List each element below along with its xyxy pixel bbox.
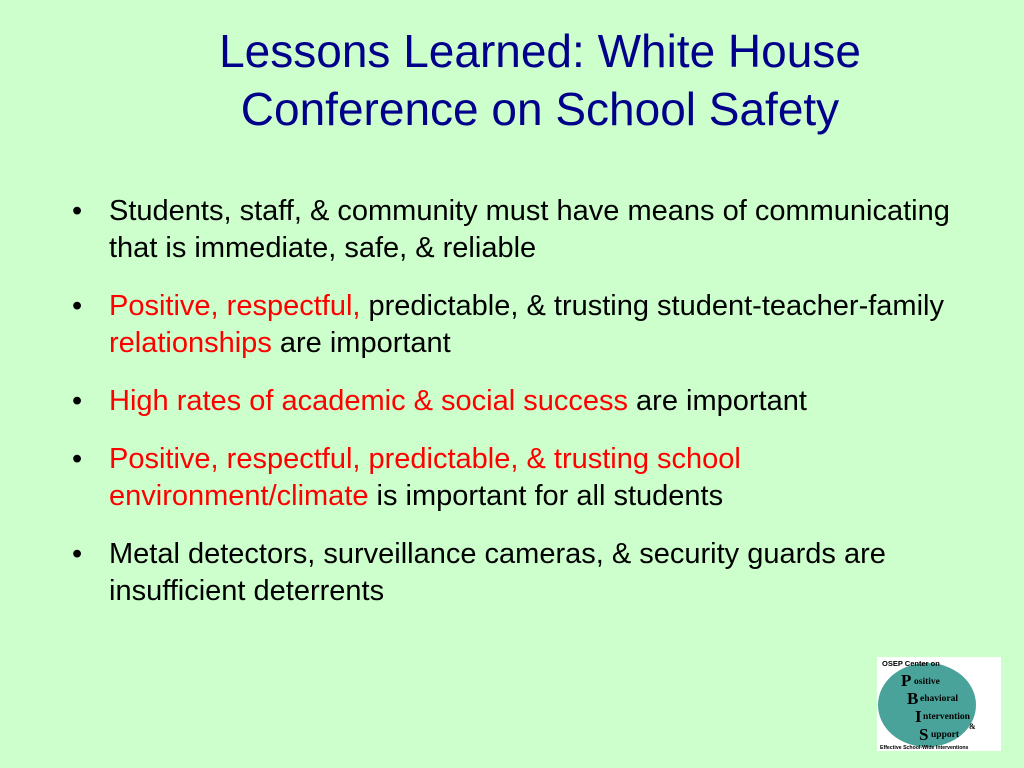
bullet-item (72, 193, 952, 267)
logo-letter-p: P (901, 671, 912, 690)
highlighted-text: High rates of academic & social success (109, 385, 628, 417)
bullet-marker: • (72, 443, 83, 475)
title-line-1: Lessons Learned: White House (219, 25, 861, 77)
logo-word-b: ehavioral (920, 694, 958, 704)
bullet-list (72, 193, 952, 631)
bullet-text: Metal detectors, surveillance cameras, & security guards are insufficient deterrents (109, 538, 886, 607)
bullet-item (72, 536, 952, 610)
logo-ampersand: & (969, 722, 976, 731)
highlighted-text: Positive, respectful, (109, 290, 361, 322)
logo-top-text: OSEP Center on (882, 659, 940, 668)
logo-word-i: ntervention (923, 712, 970, 722)
bullet-marker: • (72, 385, 83, 417)
pbis-logo (877, 657, 1001, 751)
logo-letter-s: S (919, 725, 929, 744)
logo-bottom-text: Effective School-Wide Interventions (880, 745, 969, 751)
highlighted-text: relationships (109, 327, 272, 359)
logo-letter-i: I (915, 707, 922, 726)
logo-word-s: upport (931, 730, 959, 740)
title-line-2: Conference on School Safety (240, 83, 840, 135)
bullet-text: are important (628, 385, 807, 417)
logo-word-p: ositive (914, 677, 940, 687)
bullet-item (72, 441, 952, 515)
slide-title (60, 22, 1020, 138)
bullet-item (72, 383, 952, 420)
pbis-logo-graphic (877, 657, 1001, 751)
bullet-text: Students, staff, & community must have means of communicating that is immediate, safe, & reliable (109, 195, 950, 264)
bullet-text: are important (271, 327, 451, 359)
bullet-marker: • (72, 290, 83, 322)
bullet-text: is important for all students (368, 480, 724, 512)
logo-letter-b: B (907, 689, 919, 708)
bullet-item (72, 288, 952, 362)
bullet-marker: • (72, 538, 83, 570)
bullet-marker: • (72, 195, 83, 227)
highlighted-text: Positive, respectful, predictable, & trusting school environment/climate (109, 443, 741, 512)
bullet-text: predictable, & trusting student-teacher-family (360, 290, 944, 322)
